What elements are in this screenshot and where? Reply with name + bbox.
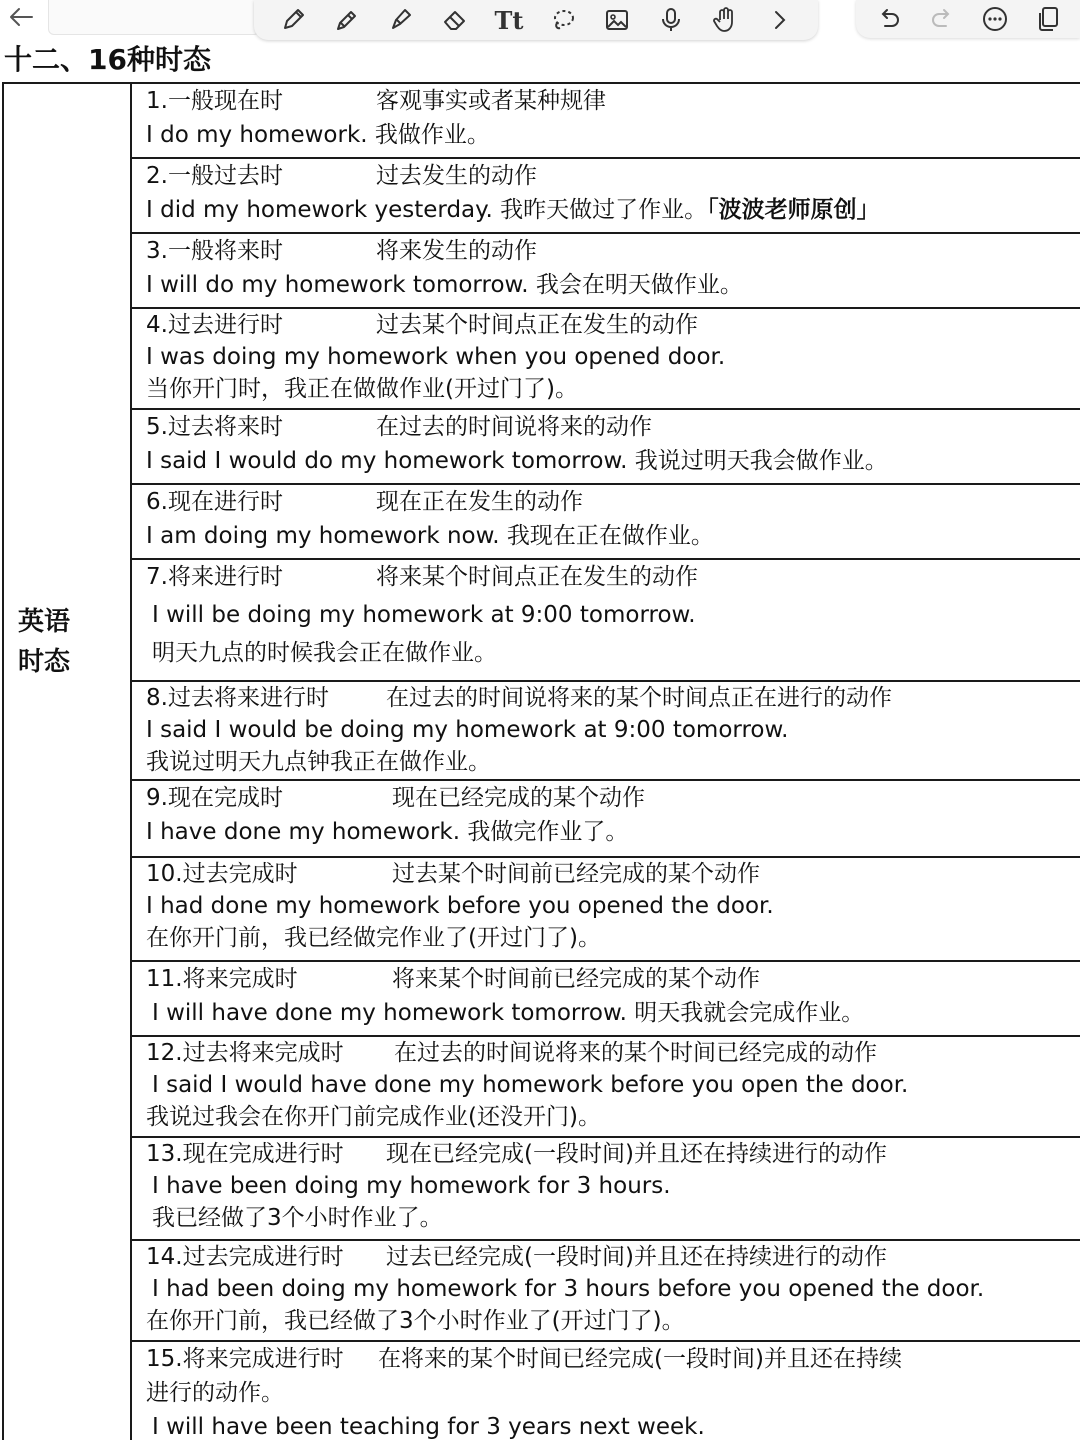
- tense-translation: 我说过我会在你开门前完成作业(还没开门)。: [146, 1104, 601, 1130]
- microphone-icon[interactable]: [653, 3, 689, 37]
- tense-row: [132, 560, 1080, 682]
- tense-row: [132, 1138, 1080, 1241]
- tense-description: 将来发生的动作: [376, 238, 537, 264]
- tense-row: [132, 309, 1080, 410]
- category-label-line: 英语: [18, 607, 71, 637]
- tense-heading: [146, 858, 1080, 890]
- tense-row: [132, 682, 1080, 781]
- tense-name: 9.现在完成时: [146, 785, 283, 811]
- tense-name: 1.一般现在时: [146, 88, 283, 114]
- tense-example: [146, 193, 1080, 227]
- tense-heading: [146, 682, 1080, 714]
- tense-name: 3.一般将来时: [146, 238, 283, 264]
- tense-name: 7.将来进行时: [146, 564, 283, 590]
- tense-example: I am doing my homework now. 我现在正在做作业。: [146, 523, 714, 549]
- tense-row: [132, 1037, 1080, 1138]
- author-note: 「波波老师原创」: [707, 197, 880, 223]
- tense-description: 将来某个时间前已经完成的某个动作: [392, 966, 760, 992]
- tense-row: [132, 781, 1080, 858]
- back-arrow-icon[interactable]: [4, 2, 38, 32]
- pen-icon[interactable]: [275, 3, 311, 37]
- pencil-icon[interactable]: [329, 3, 365, 37]
- tense-translation: 当你开门时，我正在做做作业(开过门了)。: [146, 376, 578, 402]
- tense-name: 4.过去进行时: [146, 312, 283, 338]
- tense-heading: [146, 410, 1080, 444]
- tense-description: 现在已经完成(一段时间)并且还在持续进行的动作: [386, 1141, 887, 1167]
- hand-icon[interactable]: [707, 3, 743, 37]
- highlighter-icon[interactable]: [383, 3, 419, 37]
- tense-row: [132, 234, 1080, 309]
- tense-description: 在过去的时间说将来的动作: [376, 414, 652, 440]
- tense-example: I said I would have done my homework before you open the door.: [152, 1072, 909, 1098]
- chevron-right-icon[interactable]: [761, 3, 797, 37]
- tense-list: [132, 84, 1080, 1440]
- drawing-tools-bar: [254, 0, 818, 40]
- tense-example: I had done my homework before you opened the door.: [146, 893, 774, 919]
- tense-description: 将来某个时间点正在发生的动作: [376, 564, 698, 590]
- category-column: [4, 84, 132, 1440]
- tense-description: 在将来的某个时间已经完成(一段时间)并且还在持续: [378, 1346, 902, 1372]
- tense-name: 10.过去完成时: [146, 861, 298, 887]
- tense-translation: 在你开门前，我已经做了3个小时作业了(开过门了)。: [146, 1308, 685, 1334]
- tense-name: 2.一般过去时: [146, 163, 283, 189]
- tense-description: 现在已经完成的某个动作: [392, 785, 645, 811]
- document-tab[interactable]: [48, 0, 260, 35]
- category-label-line: 时态: [18, 647, 71, 677]
- more-icon[interactable]: [977, 2, 1013, 36]
- tense-heading: [146, 84, 1080, 118]
- tense-row: [132, 962, 1080, 1037]
- tense-heading: [146, 1037, 1080, 1069]
- tense-description: 过去发生的动作: [376, 163, 537, 189]
- tense-heading: [146, 560, 1080, 594]
- tense-name: 5.过去将来时: [146, 414, 283, 440]
- tense-name: 6.现在进行时: [146, 489, 283, 515]
- text-tool-label: Tt: [494, 5, 524, 35]
- tense-name: 13.现在完成进行时: [146, 1141, 344, 1167]
- image-icon[interactable]: [599, 3, 635, 37]
- tense-example: I have done my homework. 我做完作业了。: [146, 819, 629, 845]
- tense-description: 在过去的时间说将来的某个时间已经完成的动作: [394, 1040, 877, 1066]
- top-toolbar: [0, 0, 1080, 40]
- tense-example-text: I did my homework yesterday. 我昨天做过了作业。: [146, 197, 708, 223]
- tense-example: I was doing my homework when you opened door.: [146, 344, 726, 370]
- tense-row: [132, 1241, 1080, 1342]
- tense-translation: 我说过明天九点钟我正在做作业。: [146, 749, 491, 775]
- tense-row: [132, 159, 1080, 234]
- tense-heading: [146, 159, 1080, 193]
- tense-description: 过去已经完成(一段时间)并且还在持续进行的动作: [386, 1244, 887, 1270]
- tense-name: 8.过去将来进行时: [146, 685, 329, 711]
- tense-heading: [146, 485, 1080, 519]
- history-tools-bar: [856, 0, 1080, 38]
- undo-icon[interactable]: [871, 2, 907, 36]
- tense-translation: 在你开门前，我已经做完作业了(开过门了)。: [146, 925, 601, 951]
- tense-example: I said I would be doing my homework at 9:00 tomorrow.: [146, 717, 789, 743]
- tense-name: 12.过去将来完成时: [146, 1040, 344, 1066]
- tense-table: [2, 82, 1080, 1440]
- tense-translation: 明天九点的时候我会正在做作业。: [152, 640, 497, 666]
- tense-name: 14.过去完成进行时: [146, 1244, 344, 1270]
- category-label: [18, 602, 118, 682]
- tense-example: I have been doing my homework for 3 hours.: [152, 1173, 671, 1199]
- tense-description: 在过去的时间说将来的某个时间点正在进行的动作: [386, 685, 892, 711]
- tense-example: I will be doing my homework at 9:00 tomorrow.: [152, 602, 696, 628]
- tense-example: I said I would do my homework tomorrow. 我说过明天我会做作业。: [146, 448, 888, 474]
- tense-example: I will have done my homework tomorrow. 明天我就会完成作业。: [152, 1000, 865, 1026]
- tense-row: [132, 858, 1080, 962]
- lasso-icon[interactable]: [545, 3, 581, 37]
- pages-icon[interactable]: [1030, 2, 1066, 36]
- tense-example: I do my homework. 我做作业。: [146, 122, 490, 148]
- tense-row: [132, 410, 1080, 485]
- tense-name: 11.将来完成时: [146, 966, 298, 992]
- page-title: 十二、16种时态: [4, 43, 211, 76]
- redo-icon[interactable]: [924, 2, 960, 36]
- tense-heading: [146, 309, 1080, 341]
- tense-example: I had been doing my homework for 3 hours before you opened the door.: [152, 1276, 985, 1302]
- tense-description-cont: 进行的动作。: [146, 1380, 284, 1406]
- tense-row: [132, 1342, 1080, 1440]
- tense-translation: 我已经做了3个小时作业了。: [152, 1205, 443, 1231]
- tense-description: 客观事实或者某种规律: [376, 88, 606, 114]
- tense-heading: [146, 1138, 1080, 1170]
- tense-heading: [146, 234, 1080, 268]
- tense-heading: [146, 1241, 1080, 1273]
- tense-row: [132, 84, 1080, 159]
- eraser-icon[interactable]: [437, 3, 473, 37]
- tense-example: I will have been teaching for 3 years next week.: [152, 1414, 705, 1440]
- tense-description: 现在正在发生的动作: [376, 489, 583, 515]
- tense-example: I will do my homework tomorrow. 我会在明天做作业。: [146, 272, 743, 298]
- tense-row: [132, 485, 1080, 560]
- tense-heading: [146, 781, 1080, 815]
- tense-name: 15.将来完成进行时: [146, 1346, 344, 1372]
- tense-heading: [146, 1342, 1080, 1376]
- tense-description: 过去某个时间前已经完成的某个动作: [392, 861, 760, 887]
- tense-description: 过去某个时间点正在发生的动作: [376, 312, 698, 338]
- tense-heading: [146, 962, 1080, 996]
- text-icon[interactable]: [491, 3, 527, 37]
